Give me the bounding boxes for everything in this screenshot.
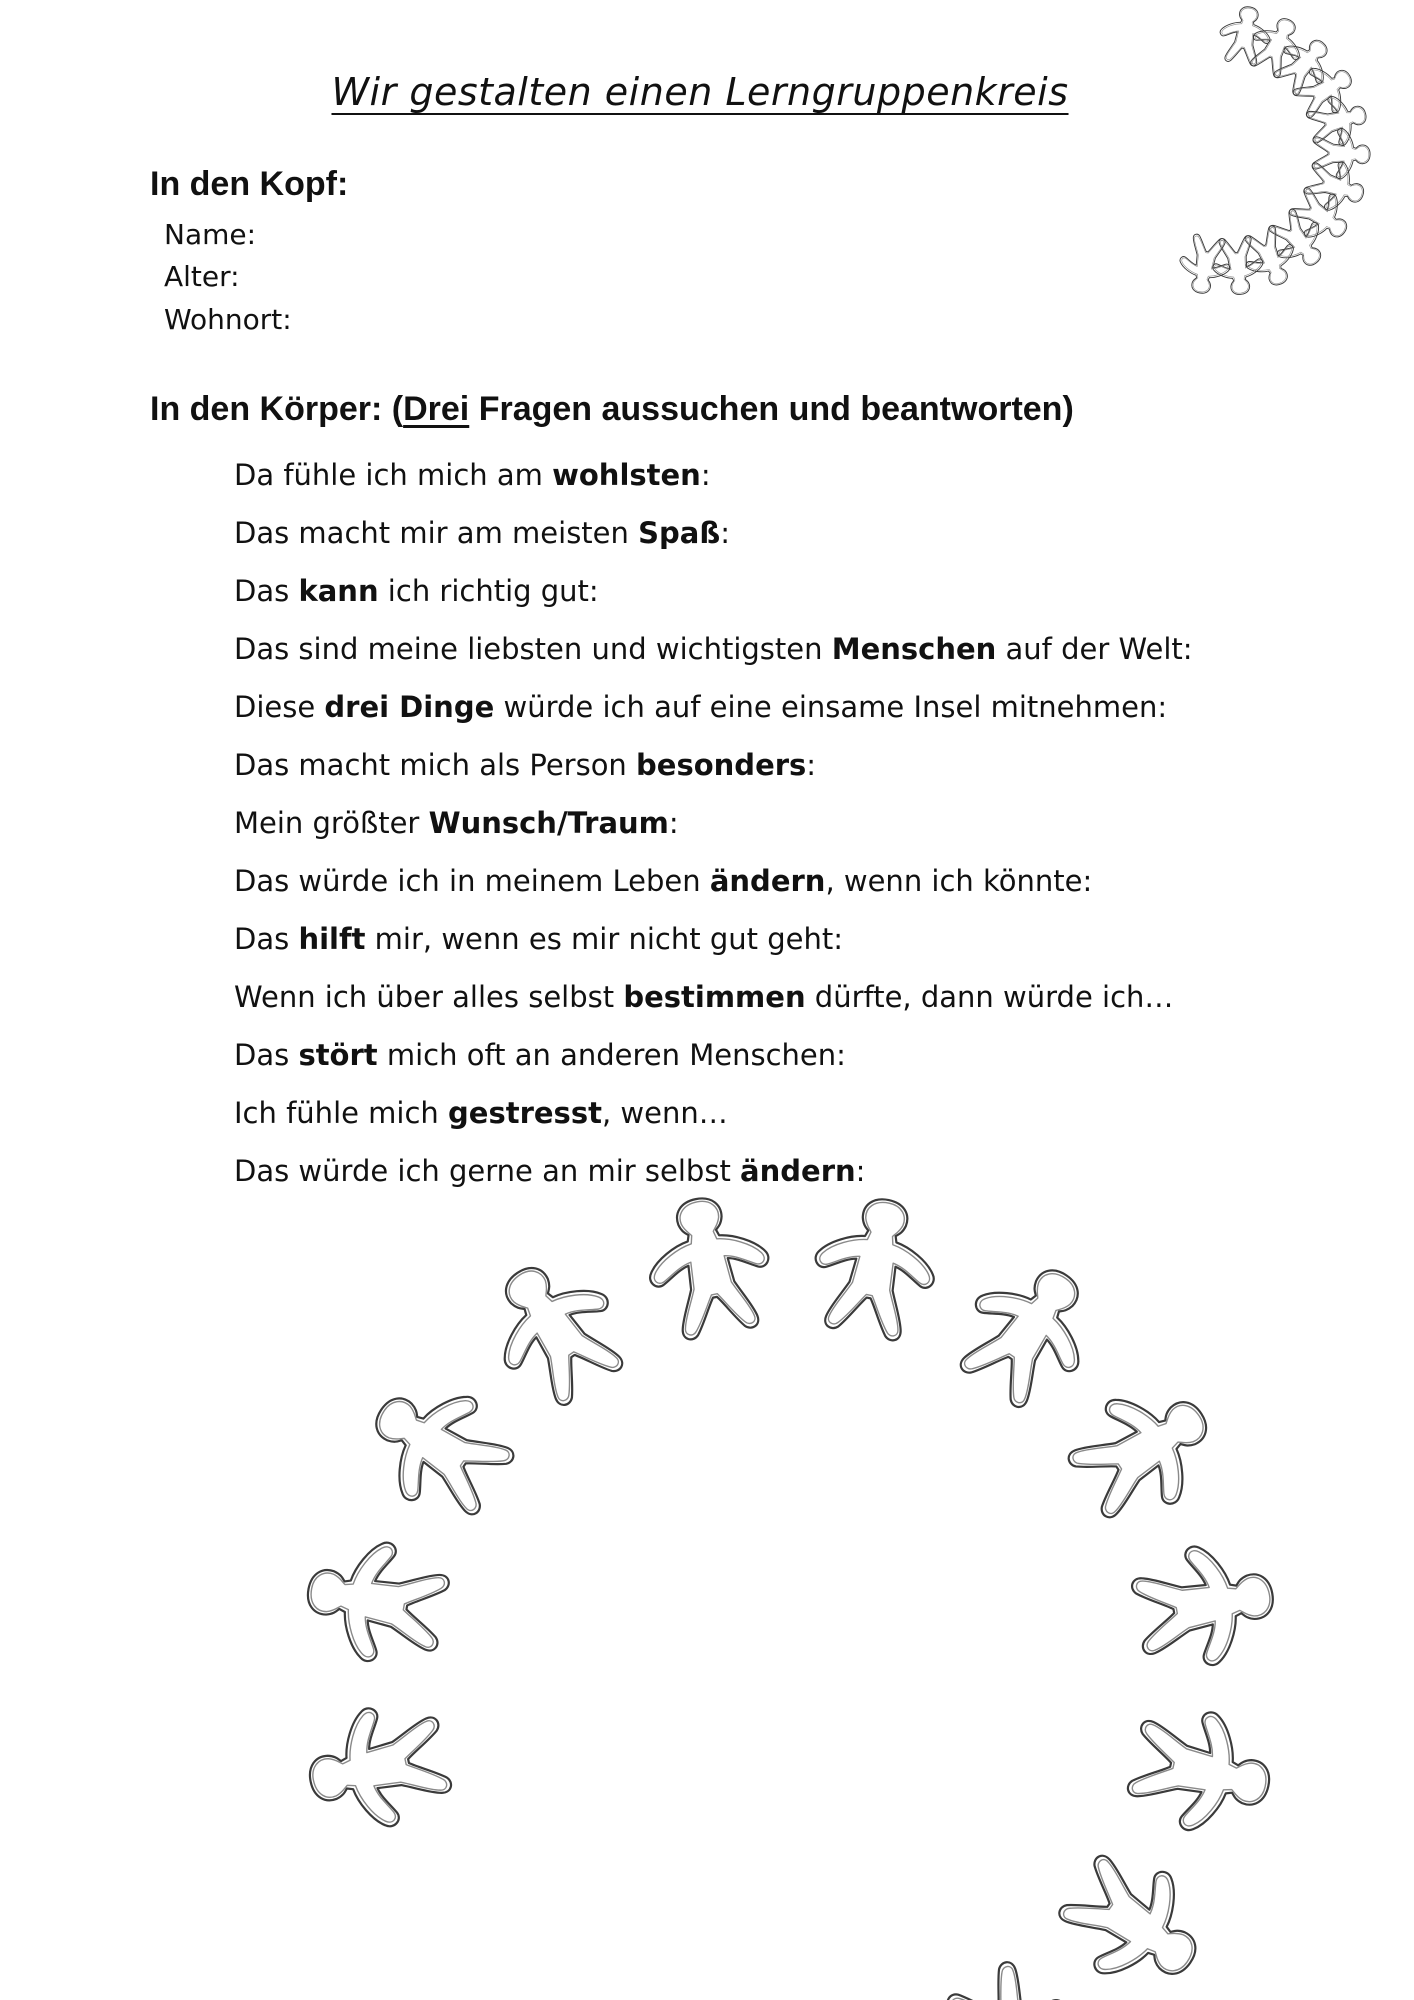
paper-doll-figure-icon: [348, 1360, 528, 1536]
underlined-word: Drei: [403, 390, 470, 428]
question-item: Das hilft mir, wenn es mir nicht gut geht:: [234, 922, 843, 956]
question-item: Diese drei Dinge würde ich auf eine einsame Insel mitnehmen:: [234, 690, 1168, 724]
age-field-label: Alter:: [164, 260, 240, 293]
question-item: Das macht mir am meisten Spaß:: [234, 516, 730, 550]
question-item: Das kann ich richtig gut:: [234, 574, 599, 608]
question-item: Das stört mich oft an anderen Menschen:: [234, 1038, 846, 1072]
paper-doll-figure-icon: [298, 1695, 457, 1841]
head-section-heading: In den Kopf:: [150, 165, 349, 203]
paper-doll-figure-icon: [1261, 202, 1336, 278]
body-section-heading: In den Körper: (Drei Fragen aussuchen und beantworten): [150, 390, 1074, 428]
paper-doll-figure-icon: [297, 1530, 454, 1674]
question-item: Wenn ich über alles selbst bestimmen dürfte, dann würde ich…: [234, 980, 1174, 1014]
paper-doll-figure-icon: [1175, 232, 1235, 297]
question-item: Mein größter Wunsch/Traum:: [234, 806, 679, 840]
paper-doll-figure-icon: [1044, 1835, 1225, 2000]
paper-doll-figure-icon: [467, 1240, 643, 1421]
paper-doll-figure-icon: [1210, 234, 1267, 297]
question-item: Das sind meine liebsten und wichtigsten Menschen auf der Welt:: [234, 632, 1193, 666]
paper-doll-figure-icon: [637, 1188, 781, 1345]
small-figure-ring: [1175, 3, 1372, 298]
paper-doll-figure-icon: [1054, 1363, 1234, 1538]
question-item: Das würde ich in meinem Leben ändern, wenn ich könnte:: [234, 864, 1093, 898]
paper-doll-figure-icon: [1283, 179, 1359, 253]
paper-doll-figure-icon: [940, 1242, 1116, 1423]
paper-doll-figure-icon: [926, 1948, 1100, 2000]
question-item: Ich fühle mich gestresst, wenn…: [234, 1096, 728, 1130]
paper-doll-figure-icon: [1127, 1534, 1283, 1677]
page-title: Wir gestalten einen Lerngruppenkreis: [331, 70, 1069, 114]
large-figure-ring: [297, 1188, 1283, 2000]
question-item: Das macht mich als Person besonders:: [234, 748, 817, 782]
paper-doll-figure-icon: [802, 1188, 947, 1346]
question-item: Da fühle ich mich am wohlsten:: [234, 458, 711, 492]
question-item: Das würde ich gerne an mir selbst ändern:: [234, 1154, 866, 1188]
paper-doll-figure-icon: [1122, 1698, 1282, 1845]
name-field-label: Name:: [164, 218, 257, 251]
residence-field-label: Wohnort:: [164, 303, 292, 336]
